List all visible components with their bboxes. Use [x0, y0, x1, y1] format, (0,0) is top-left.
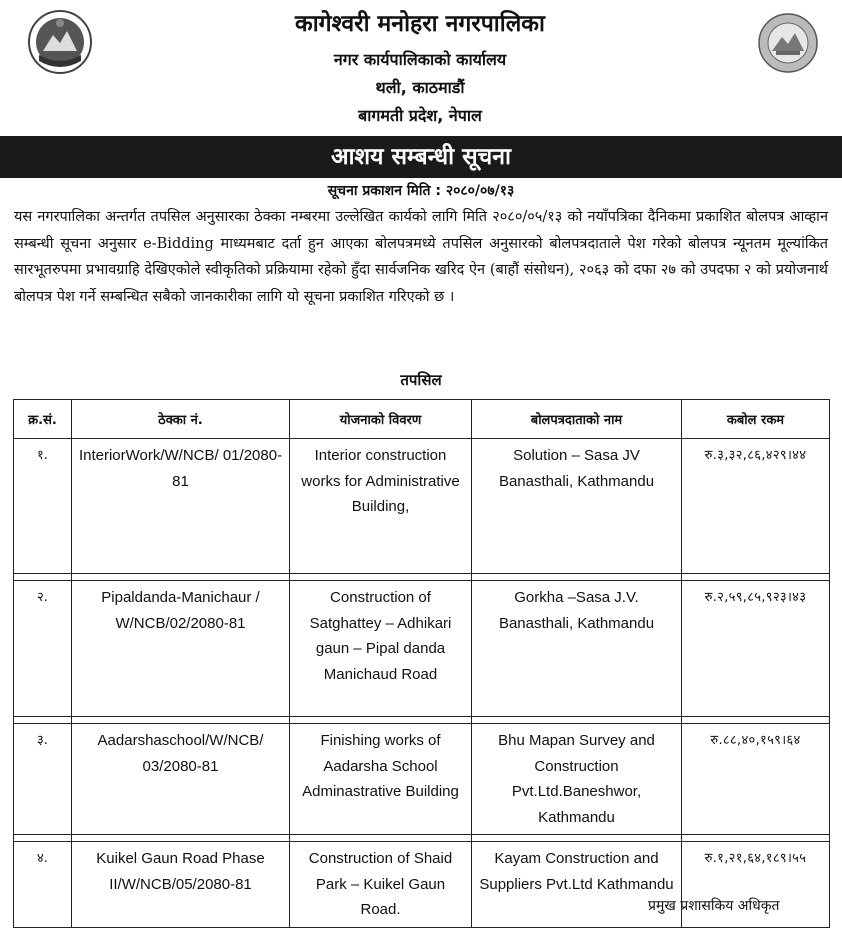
description-cell: Construction of Shaid Park – Kuikel Gaun Road.	[290, 842, 472, 928]
column-header-description: योजनाको विवरण	[290, 400, 472, 439]
notice-title-banner: आशय सम्बन्धी सूचना	[0, 136, 842, 178]
publication-date	[0, 181, 842, 200]
signatory-title: प्रमुख प्रशासकिय अधिकृत	[648, 898, 780, 914]
contract-table	[13, 399, 830, 928]
table-header-row	[14, 400, 830, 439]
serial-cell: २.	[14, 581, 72, 717]
row-spacer	[14, 835, 830, 842]
municipality-seal-icon	[758, 13, 818, 73]
column-header-bidder: बोलपत्रदाताको नाम	[472, 400, 682, 439]
description-cell: Interior construction works for Administrative Building,	[290, 439, 472, 574]
column-header-contract-no: ठेक्का नं.	[72, 400, 290, 439]
contract-no-cell: InteriorWork/W/NCB/ 01/2080-81	[72, 439, 290, 574]
publication-date-value: २०८०/०७/१३	[445, 183, 515, 199]
amount-cell: रु.३,३२,८६,४२९।४४	[682, 439, 830, 574]
notice-body: यस नगरपालिका अन्तर्गत तपसिल अनुसारका ठेक्का नम्बरमा उल्लेखित कार्यको लागि मिति २०८०/०५/१३ को नयाँपत्रिका दैनिकमा प्रकाशित बोलपत्र आव्हान सम्बन्धी सूचना अनुसार e-Bidding माध्यमबाट दर्ता हुन आएका बोलपत्रमध्ये तपसिल अनुसारको बोलपत्रदाताले पेश गरेको बोलपत्र न्यूनतम मूल्यांकित सारभूतरुपमा प्रभावग्राहि देखिएकोले स्वीकृतिको प्रक्रियामा रहेको हुँदा सार्वजनिक खरिद ऐन (बाहौं संसोधन), २०६३ को दफा २७ को उपदफा २ को प्रयोजनार्थ बोलपत्र पेश गर्ने सम्बन्धित सबैको जानकारीका लागि यो सूचना प्रकाशित गरिएको छ ।	[14, 209, 828, 305]
section-title: तपसिल	[400, 371, 442, 389]
table-row	[14, 724, 830, 835]
row-spacer	[14, 574, 830, 581]
office-name: नगर कार्यपालिकाको कार्यालय	[333, 50, 507, 69]
serial-cell: १.	[14, 439, 72, 574]
bidder-cell: Solution – Sasa JV Banasthali, Kathmandu	[472, 439, 682, 574]
description-cell: Finishing works of Aadarsha School Adminastrative Building	[290, 724, 472, 835]
table-row	[14, 581, 830, 717]
bidder-cell: Kayam Construction and Suppliers Pvt.Ltd Kathmandu	[472, 842, 682, 928]
letterhead	[0, 0, 842, 134]
bidder-cell: Bhu Mapan Survey and Construction Pvt.Ltd.Baneshwor, Kathmandu	[472, 724, 682, 835]
municipality-name: कागेश्वरी मनोहरा नगरपालिका	[295, 11, 545, 37]
row-spacer	[14, 717, 830, 724]
description-cell: Construction of Satghattey – Adhikari gaun – Pipal danda Manichaud Road	[290, 581, 472, 717]
address-line-1: थली, काठमाडौं	[375, 78, 465, 97]
bidder-cell: Gorkha –Sasa J.V. Banasthali, Kathmandu	[472, 581, 682, 717]
serial-cell: ४.	[14, 842, 72, 928]
serial-cell: ३.	[14, 724, 72, 835]
contract-no-cell: Aadarshaschool/W/NCB/ 03/2080-81	[72, 724, 290, 835]
contract-no-cell: Pipaldanda-Manichaur / W/NCB/02/2080-81	[72, 581, 290, 717]
contract-no-cell: Kuikel Gaun Road Phase II/W/NCB/05/2080-81	[72, 842, 290, 928]
address-line-2: बागमती प्रदेश, नेपाल	[358, 106, 482, 125]
nepal-emblem-icon	[27, 9, 93, 75]
amount-cell: रु.२,५९,८५,९२३।४३	[682, 581, 830, 717]
column-header-amount: कबोल रकम	[682, 400, 830, 439]
column-header-serial: क्र.सं.	[14, 400, 72, 439]
publication-date-label: सूचना प्रकाशन मिति :	[327, 183, 441, 199]
amount-cell: रु.१,२१,६४,१८९।५५	[682, 842, 830, 928]
amount-cell: रु.८८,४०,१५९।६४	[682, 724, 830, 835]
table-row	[14, 439, 830, 574]
